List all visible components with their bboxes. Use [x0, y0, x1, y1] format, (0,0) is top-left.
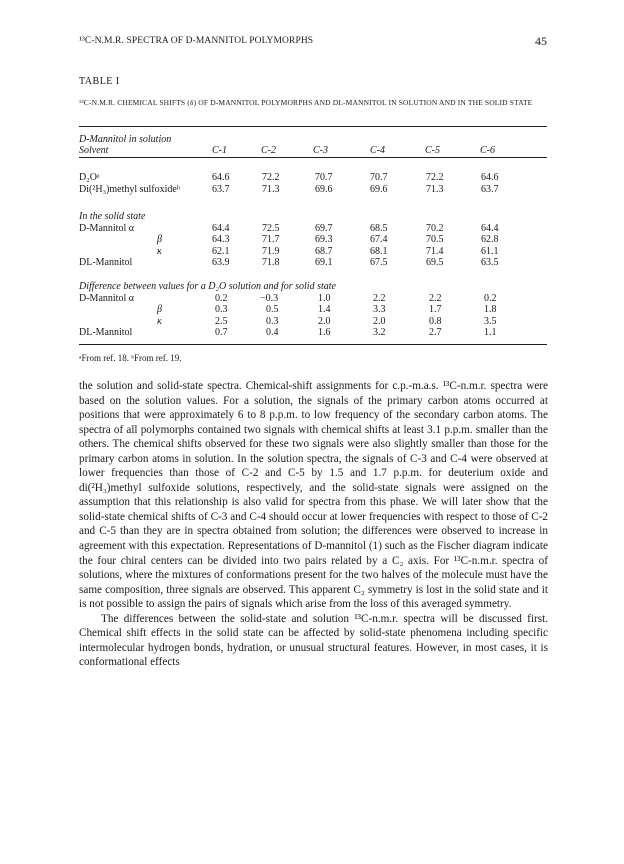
- table-cell: 68.5: [370, 222, 388, 234]
- table-cell: 67.5: [370, 257, 388, 268]
- table-cell: 69.7: [315, 222, 333, 234]
- table-cell: 1.7: [429, 304, 442, 315]
- table-cell: 1.0: [318, 292, 331, 304]
- paragraph: The differences between the solid-state and solution ¹³C-n.m.r. spectra will be discussed first. Chemical shift effects in the solid state can be affected by solid-state phenomena including specific intermolecular hydrogen bonds, hydration, or unusual structural features. However, in most cases, it is conformational effects: [79, 612, 548, 669]
- solvent-column-heading: Solvent: [79, 145, 109, 156]
- table-cell: 71.3: [262, 183, 280, 195]
- row-label: Di(²H₃)methyl sulfoxideᵇ: [79, 183, 180, 195]
- table-cell: 64.6: [212, 172, 230, 183]
- table-cell: 62.1: [212, 245, 230, 257]
- section-difference-heading: Difference between values for a D₂O solution and for solid state: [79, 281, 336, 292]
- table-cell: −0.3: [260, 292, 279, 304]
- table-row: [79, 304, 547, 316]
- table-row: [79, 246, 547, 258]
- table-cell: 1.1: [484, 327, 497, 338]
- running-title: ¹³C-N.M.R. SPECTRA OF D-MANNITOL POLYMORPHS: [79, 36, 314, 46]
- table-cell: 71.4: [426, 245, 444, 257]
- table-cell: 71.9: [262, 245, 280, 257]
- table-solution-header: [79, 134, 547, 156]
- table-cell: 64.3: [212, 234, 230, 245]
- table-row: [79, 257, 547, 269]
- page-number: 45: [535, 34, 547, 48]
- table-cell: 63.7: [481, 183, 499, 195]
- table-cell: 68.1: [370, 245, 388, 257]
- row-label: D-Mannitol α: [79, 292, 134, 304]
- table-row: [79, 316, 547, 328]
- table-cell: 68.7: [315, 245, 333, 257]
- row-label: D₂Oᵃ: [79, 172, 100, 183]
- column-heading-c4: C-4: [370, 145, 385, 156]
- table-cell: 69.6: [315, 183, 333, 195]
- body-text: [79, 379, 548, 670]
- table-row: [79, 293, 547, 305]
- table-cell: 61.1: [481, 245, 499, 257]
- row-greek: β: [157, 304, 162, 315]
- table-cell: 0.5: [266, 304, 279, 315]
- table-cell: 0.3: [215, 304, 228, 315]
- table-cell: 70.7: [315, 172, 333, 183]
- table-header-rule: [79, 157, 547, 158]
- table-cell: 3.2: [373, 327, 386, 338]
- table-cell: 2.2: [429, 292, 442, 304]
- table-cell: 69.3: [315, 234, 333, 245]
- column-heading-c3: C-3: [313, 145, 328, 156]
- table-cell: 70.2: [426, 222, 444, 234]
- table-cell: 3.5: [484, 315, 497, 327]
- table-cell: 63.7: [212, 183, 230, 195]
- running-header: [79, 36, 547, 50]
- column-heading-c5: C-5: [425, 145, 440, 156]
- table-cell: 1.4: [318, 304, 331, 315]
- table-cell: 63.9: [212, 257, 230, 268]
- table-cell: 0.2: [484, 292, 497, 304]
- table-row: [79, 172, 547, 184]
- table-row: [79, 234, 547, 246]
- table-row: [79, 327, 547, 339]
- table-row: [79, 223, 547, 235]
- table-cell: 69.5: [426, 257, 444, 268]
- column-heading-c6: C-6: [480, 145, 495, 156]
- table-cell: 3.3: [373, 304, 386, 315]
- table-cell: 64.4: [481, 222, 499, 234]
- table-row: [79, 184, 547, 196]
- table-cell: 71.8: [262, 257, 280, 268]
- table-cell: 70.5: [426, 234, 444, 245]
- table-cell: 0.7: [215, 327, 228, 338]
- row-label: DL-Mannitol: [79, 327, 133, 338]
- table-solution-rows: [79, 172, 547, 195]
- table-cell: 2.2: [373, 292, 386, 304]
- column-heading-c1: C-1: [212, 145, 227, 156]
- table-cell: 71.3: [426, 183, 444, 195]
- table-cell: 2.7: [429, 327, 442, 338]
- row-greek: β: [157, 234, 162, 245]
- paragraph: the solution and solid-state spectra. Chemical-shift assignments for c.p.-m.a.s. ¹³C-n.m.r. spectra were based on the solution values. For a solution, the signals of the primary carbon atoms occurred at positions that were approximately 6 to 8 p.p.m. to low frequency of the secondary carbon atoms. The spectra of all polymorphs contained two signals with chemical shifts at least 3.1 p.p.m. smaller than the others. The chemical shifts observed for these two signals were also slightly smaller than those for the primary carbon atoms in solution. In the solution spectra, the signals of C-3 and C-4 were observed at lower frequencies than those of C-2 and C-5 by 1.5 and 1.7 p.p.m. for deuterium oxide and di(²H₃)methyl sulfoxide solutions, respectively, and the solid-state signals were assigned on the assumption that this relationship is also valid for spectra from this phase. We will later show that the solid-state chemical shifts of C-3 and C-4 should occur at lower frequencies with respect to those of C-2 and C-5 than they are in spectra obtained from solution; the differences were observed to increase in agreement with this expectation. Representations of D-mannitol (1) such as the Fischer diagram indicate the four chiral centers can be divided into two pairs related by a C₂ axis. For ¹³C-n.m.r. spectra of solutions, where the mixtures of conformations present for the two halves of the molecule must have the same composition, three signals are observed. This apparent C₂ symmetry is lost in the solid state and it is not possible to assign the pairs of signals which arise from the loss of this averaged symmetry.: [79, 380, 548, 611]
- table-cell: 64.4: [212, 222, 230, 234]
- column-heading-c2: C-2: [261, 145, 276, 156]
- table-cell: 0.4: [266, 327, 279, 338]
- table-top-rule: [79, 126, 547, 127]
- table-cell: 69.1: [315, 257, 333, 268]
- table-footnotes: ᵃFrom ref. 18. ᵇFrom ref. 19.: [79, 353, 182, 363]
- section-solution-heading: D-Mannitol in solution: [79, 134, 172, 145]
- table-cell: 2.5: [215, 315, 228, 327]
- table-cell: 72.2: [262, 172, 280, 183]
- row-greek: κ: [157, 245, 162, 257]
- row-label: DL-Mannitol: [79, 257, 133, 268]
- table-cell: 71.7: [262, 234, 280, 245]
- table-cell: 0.3: [266, 315, 279, 327]
- table-difference-rows: [79, 281, 547, 339]
- section-solid-heading: In the solid state: [79, 211, 146, 222]
- row-greek: κ: [157, 315, 162, 327]
- table-cell: 72.2: [426, 172, 444, 183]
- table-cell: 0.2: [215, 292, 228, 304]
- table-cell: 0.8: [429, 315, 442, 327]
- table-cell: 72.5: [262, 222, 280, 234]
- table-cell: 2.0: [373, 315, 386, 327]
- table-cell: 1.8: [484, 304, 497, 315]
- table-caption: ¹³C-N.M.R. CHEMICAL SHIFTS (δ) OF D-MANNITOL POLYMORPHS AND DL-MANNITOL IN SOLUTION AND IN THE SOLID STATE: [79, 98, 533, 107]
- table-bottom-rule: [79, 344, 547, 345]
- table-cell: 70.7: [370, 172, 388, 183]
- table-cell: 2.0: [318, 315, 331, 327]
- table-cell: 67.4: [370, 234, 388, 245]
- table-cell: 1.6: [318, 327, 331, 338]
- table-cell: 69.6: [370, 183, 388, 195]
- table-label: TABLE I: [79, 76, 120, 87]
- table-cell: 63.5: [481, 257, 499, 268]
- table-cell: 64.6: [481, 172, 499, 183]
- table-solid-rows: [79, 211, 547, 269]
- table-cell: 62.8: [481, 234, 499, 245]
- row-label: D-Mannitol α: [79, 222, 134, 234]
